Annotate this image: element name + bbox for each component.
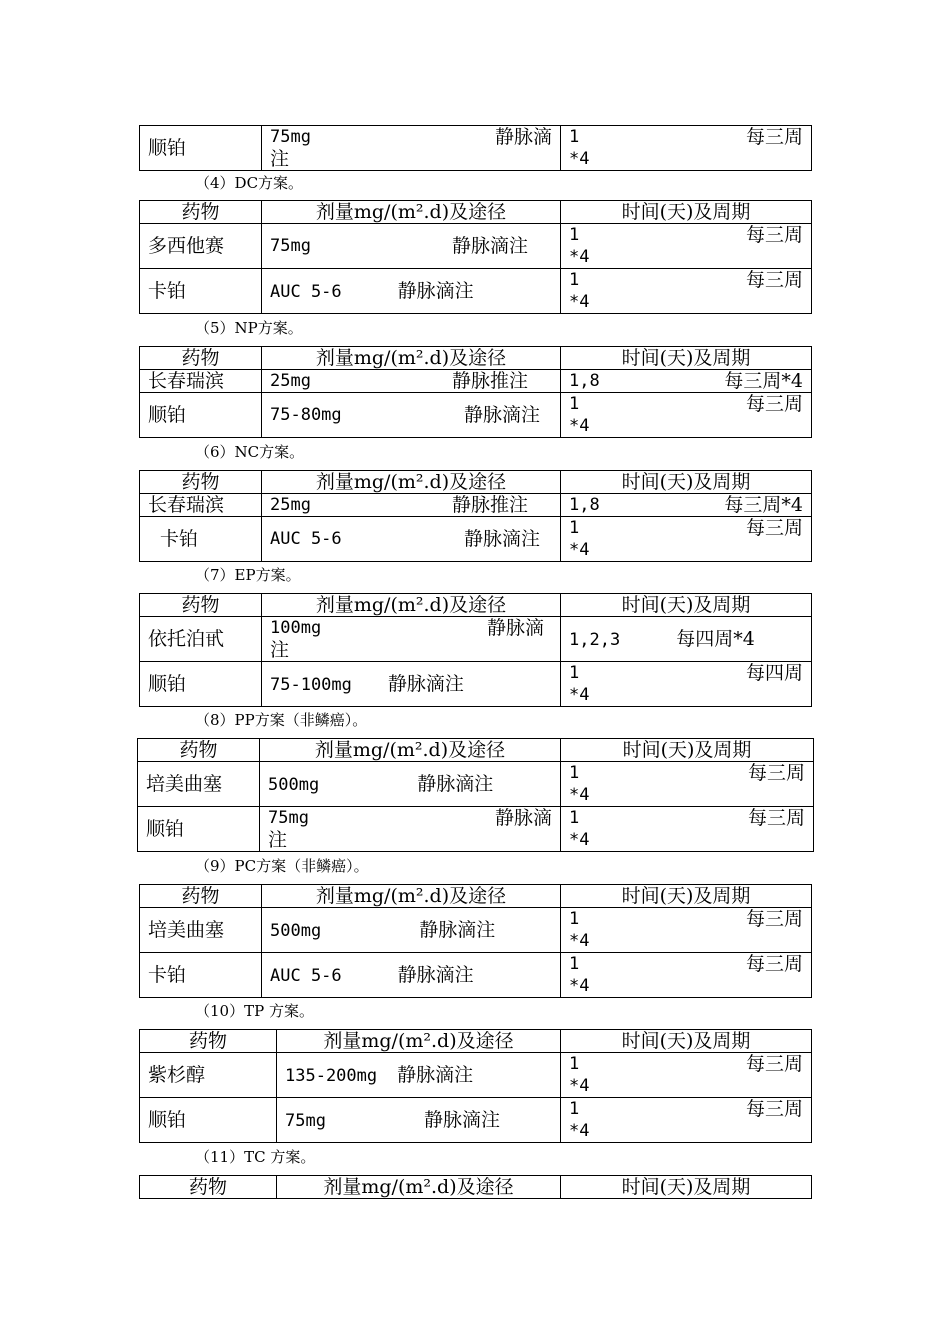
header-dose: 剂量mg/(m².d)及途径 [262,594,561,617]
drug-cell: 卡铂 [140,517,262,562]
dose-route-cell [260,807,561,852]
time-cycle-cell [561,393,812,438]
table-row [138,807,814,852]
dose-value: AUC 5-6 [270,965,342,986]
table-row [140,1098,812,1143]
pp-regimen-table [137,738,814,852]
tc-regimen-table [139,1175,812,1199]
time-cycle-cell [561,517,812,562]
drug-cell: 顺铂 [140,1098,277,1143]
dose-route-cell [277,1098,561,1143]
section-caption-np: （5）NP方案。 [195,319,303,337]
table-row [140,1053,812,1098]
header-row [140,471,812,494]
dose-value: 135-200mg [285,1065,378,1086]
drug-cell: 紫杉醇 [140,1053,277,1098]
freq-value: 每三周 [745,224,803,246]
route-value: 静脉滴 [494,126,552,148]
drug-cell: 顺铂 [140,126,262,171]
dose-value: 500mg [268,774,320,795]
route-wrap: 注 [268,829,288,851]
dose-value: 25mg [270,371,311,391]
dose-value: AUC 5-6 [270,529,342,549]
drug-cell: 顺铂 [140,662,262,707]
cycle-value: *4 [569,976,590,996]
header-time: 时间(天)及周期 [561,739,814,762]
header-row [138,739,814,762]
route-value: 静脉滴注 [417,772,494,795]
time-value: 1 [569,127,580,147]
dose-route-cell [262,224,561,269]
dose-route-cell [262,126,561,171]
section-caption-ep: （7）EP方案。 [195,566,301,584]
header-dose: 剂量mg/(m².d)及途径 [262,347,561,370]
header-time: 时间(天)及周期 [561,1176,812,1199]
table-row [140,370,812,393]
time-value: 1 [569,518,580,538]
header-dose: 剂量mg/(m².d)及途径 [277,1176,561,1199]
time-cycle-cell [561,807,814,852]
table-row [140,494,812,517]
route-value: 静脉推注 [451,494,528,516]
time-value: 1 [569,394,580,414]
header-drug: 药物 [140,471,262,494]
freq-value: 每三周*4 [724,494,803,516]
header-drug: 药物 [140,1030,277,1053]
freq-value: 每三周 [747,762,805,784]
time-value: 1 [569,225,580,245]
dose-route-cell [260,762,561,807]
header-drug: 药物 [140,1176,277,1199]
section-caption-nc: （6）NC方案。 [195,443,305,461]
dose-route-cell [262,269,561,314]
header-dose: 剂量mg/(m².d)及途径 [262,201,561,224]
freq-value: 每三周 [745,126,803,148]
cycle-value: *4 [569,247,590,267]
section-caption-pp: （8）PP方案（非鳞癌）。 [195,711,368,729]
time-cycle-cell [561,762,814,807]
freq-value: 每三周 [747,807,805,829]
route-value: 静脉滴注 [397,279,474,302]
route-wrap: 注 [270,148,290,170]
freq-value: 每四周 [745,662,803,684]
table-row [140,908,812,953]
dose-route-cell [262,370,561,393]
header-time: 时间(天)及周期 [561,347,812,370]
dose-route-cell [262,617,561,662]
time-cycle-cell [561,370,812,393]
time-value: 1 [569,270,580,290]
freq-value: 每三周 [745,393,803,415]
cycle-value: *4 [569,540,590,560]
time-value: 1 [569,808,580,828]
header-dose: 剂量mg/(m².d)及途径 [262,885,561,908]
drug-cell: 长春瑞滨 [140,370,262,393]
freq-value: 每三周 [745,1053,803,1075]
route-wrap: 注 [270,639,290,661]
ep-regimen-table [139,593,812,707]
time-value: 1,8 [569,371,600,391]
header-time: 时间(天)及周期 [561,885,812,908]
drug-cell: 培美曲塞 [138,762,260,807]
cycle-value: *4 [569,1076,590,1096]
freq-value: 每三周*4 [724,370,803,392]
table-row [138,762,814,807]
header-row [140,885,812,908]
table-row [140,617,812,662]
tp-regimen-table [139,1029,812,1143]
route-value: 静脉推注 [451,370,528,392]
dose-value: 75mg [270,236,311,256]
time-value: 1 [569,1054,580,1074]
dose-value: 100mg [270,618,322,638]
cycle-value: *4 [569,416,590,436]
header-dose: 剂量mg/(m².d)及途径 [262,471,561,494]
cycle-value: *4 [569,785,590,805]
dose-route-cell [277,1053,561,1098]
time-cycle-cell [561,617,812,662]
header-drug: 药物 [140,594,262,617]
table-row [140,269,812,314]
nc-regimen-table [139,470,812,562]
section-caption-dc: （4）DC方案。 [195,174,304,192]
header-dose: 剂量mg/(m².d)及途径 [277,1030,561,1053]
route-value: 静脉滴注 [397,1063,474,1086]
np-regimen-table [139,346,812,438]
table-row [140,662,812,707]
section-caption-tc: （11）TC 方案。 [195,1148,316,1166]
drug-cell: 培美曲塞 [140,908,262,953]
dose-value: 75-100mg [270,674,352,695]
header-dose: 剂量mg/(m².d)及途径 [260,739,561,762]
drug-cell: 顺铂 [140,393,262,438]
freq-value: 每三周 [745,908,803,930]
time-cycle-cell [561,662,812,707]
route-value: 静脉滴注 [387,672,464,695]
route-value: 静脉滴注 [463,528,540,550]
drug-cell: 顺铂 [138,807,260,852]
time-value: 1,8 [569,495,600,515]
header-time: 时间(天)及周期 [561,471,812,494]
time-cycle-cell [561,224,812,269]
table-row [140,224,812,269]
header-row [140,1030,812,1053]
cycle-value: *4 [569,292,590,312]
header-row [140,1176,812,1199]
drug-cell: 卡铂 [140,953,262,998]
cycle-value: *4 [569,685,590,705]
table-row [140,393,812,438]
time-value: 1 [569,954,580,974]
header-time: 时间(天)及周期 [561,1030,812,1053]
drug-cell: 多西他赛 [140,224,262,269]
dose-route-cell [262,517,561,562]
dose-value: 75mg [268,808,309,828]
time-value: 1 [569,909,580,929]
time-cycle-cell [561,953,812,998]
drug-cell: 依托泊甙 [140,617,262,662]
cycle-value: *4 [569,830,590,850]
dose-route-cell [262,908,561,953]
dose-value: 500mg [270,920,322,941]
time-cycle-cell [561,126,812,171]
drug-cell: 卡铂 [140,269,262,314]
dose-route-cell [262,662,561,707]
table-row [140,517,812,562]
dose-route-cell [262,494,561,517]
table-row [140,953,812,998]
freq-value: 每三周 [745,953,803,975]
header-drug: 药物 [140,201,262,224]
header-row [140,347,812,370]
pc-regimen-table [139,884,812,998]
freq-value: 每三周 [745,1098,803,1120]
header-time: 时间(天)及周期 [561,201,812,224]
time-cycle-cell [561,1053,812,1098]
route-value: 静脉滴注 [397,963,474,986]
dose-route-cell [262,953,561,998]
time-cycle-cell [561,908,812,953]
dose-value: 75-80mg [270,405,342,425]
freq-value: 每三周 [745,517,803,539]
header-drug: 药物 [138,739,260,762]
section-caption-pc: （9）PC方案（非鳞癌）。 [195,857,369,875]
cycle-value: *4 [569,931,590,951]
dose-value: 25mg [270,495,311,515]
route-value: 静脉滴注 [463,404,540,426]
cycle-value: *4 [569,1121,590,1141]
section-caption-tp: （10）TP 方案。 [195,1002,314,1020]
dc-regimen-table [139,200,812,314]
route-value: 静脉滴注 [451,235,528,257]
header-drug: 药物 [140,347,262,370]
time-value: 1 [569,1099,580,1119]
route-value: 静脉滴注 [423,1108,500,1131]
freq-value: 每四周*4 [676,627,755,650]
route-value: 静脉滴 [494,807,552,829]
time-cycle-cell [561,1098,812,1143]
dose-value: 75mg [270,127,311,147]
time-cycle-cell [561,269,812,314]
dose-route-cell [262,393,561,438]
header-time: 时间(天)及周期 [561,594,812,617]
freq-value: 每三周 [745,269,803,291]
dose-value: 75mg [285,1110,326,1131]
dose-value: AUC 5-6 [270,281,342,302]
header-row [140,201,812,224]
cycle-value: *4 [569,149,590,169]
time-value: 1,2,3 [569,629,621,650]
time-cycle-cell [561,494,812,517]
route-value: 静脉滴注 [419,918,496,941]
cisplatin-continuation-table [139,125,812,171]
drug-cell: 长春瑞滨 [140,494,262,517]
route-value: 静脉滴 [486,617,544,639]
time-value: 1 [569,663,580,683]
header-row [140,594,812,617]
header-drug: 药物 [140,885,262,908]
table-row [140,126,812,171]
time-value: 1 [569,763,580,783]
